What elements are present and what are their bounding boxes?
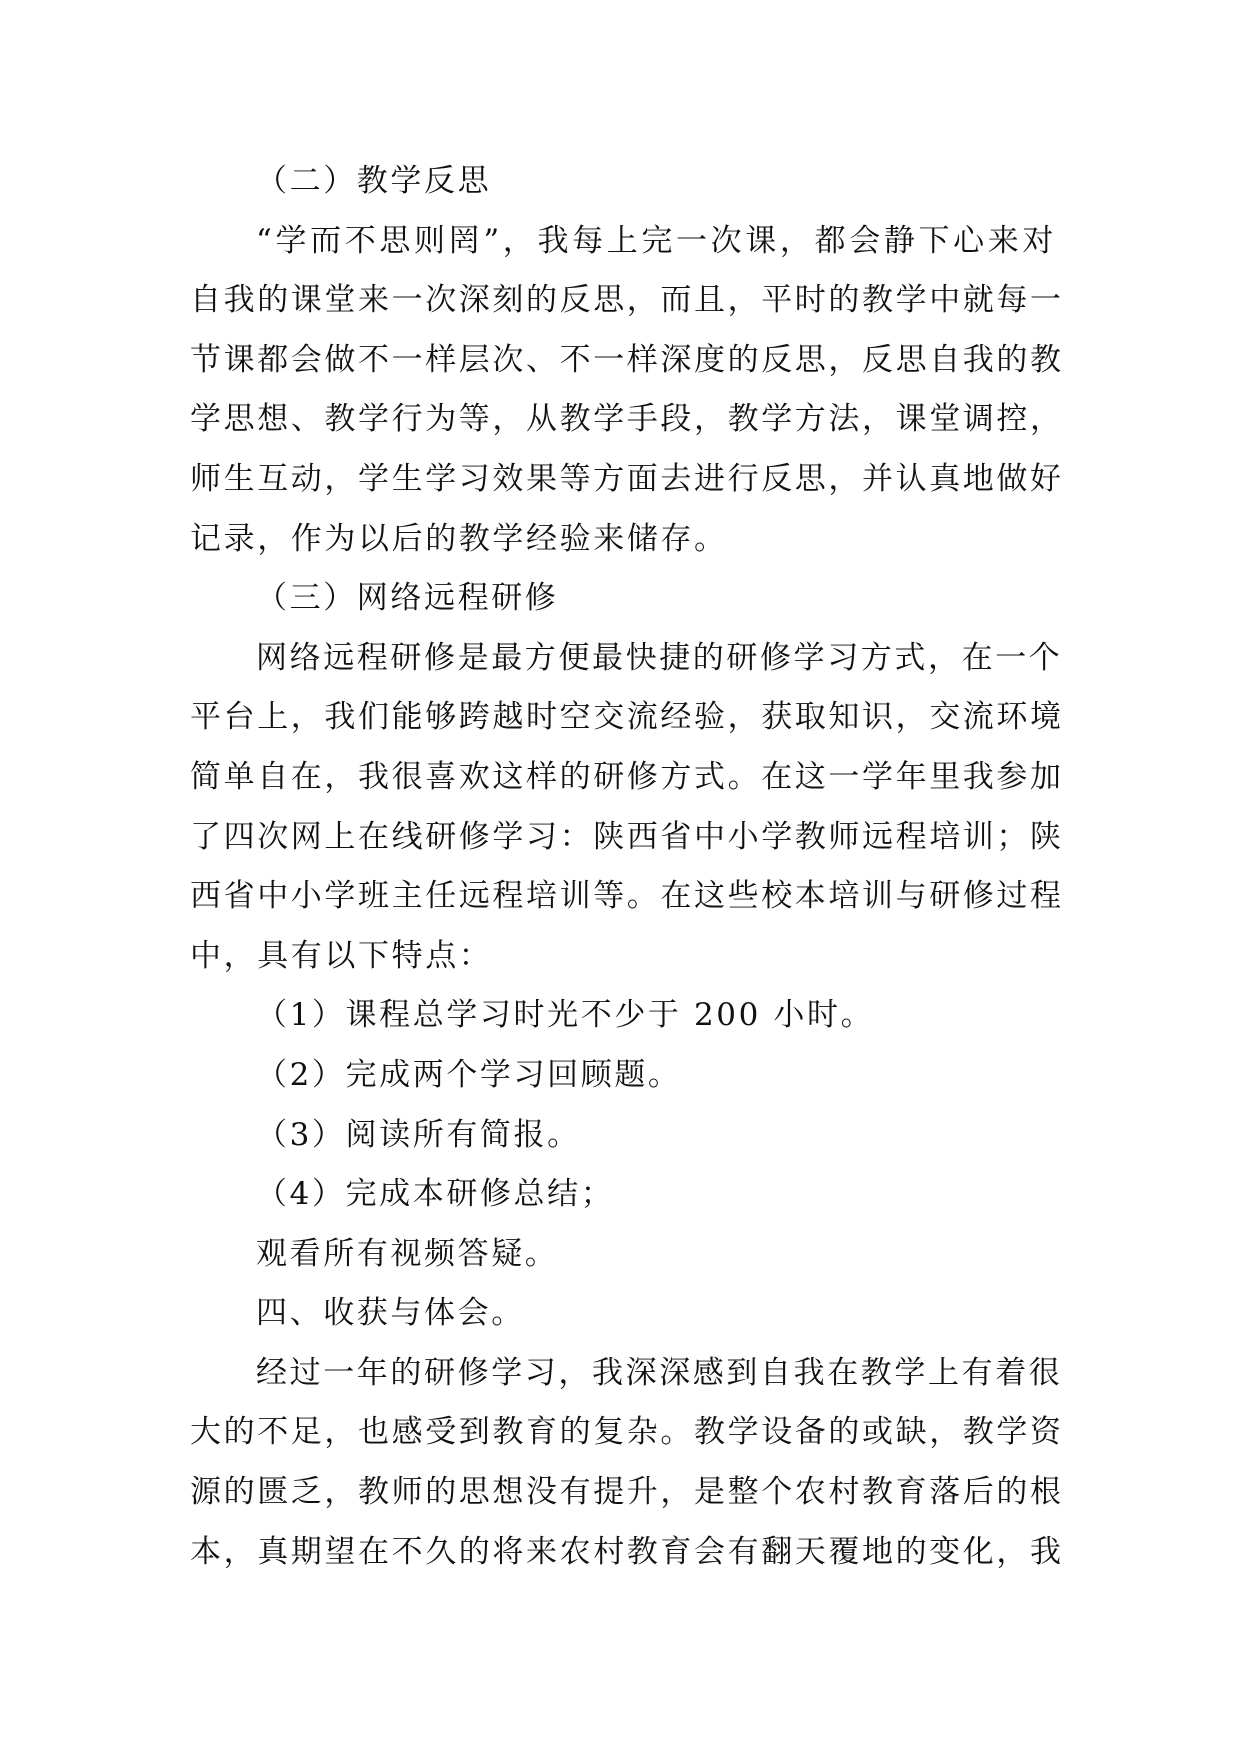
list-item: （4）完成本研修总结； (256, 1176, 615, 1213)
section-heading-reflection: （二）教学反思 (256, 163, 492, 199)
paragraph-line: 中，具有以下特点： (190, 937, 493, 974)
list-item: （1）课程总学习时光不少于 200 小时。 (256, 997, 875, 1034)
section-heading-remote-training: （三）网络远程研修 (256, 580, 559, 617)
paragraph-line: 本，真期望在不久的将来农村教育会有翻天覆地的变化，我 (190, 1533, 1064, 1570)
paragraph-line: 节课都会做不一样层次、不一样深度的反思，反思自我的教 (190, 341, 1064, 378)
paragraph-line: 源的匮乏，教师的思想没有提升，是整个农村教育落后的根 (190, 1474, 1064, 1511)
paragraph-line: 经过一年的研修学习，我深深感到自我在教学上有着很 (256, 1354, 1063, 1391)
paragraph-line: “学而不思则罔”，我每上完一次课，都会静下心来对 (256, 222, 1056, 259)
paragraph-line: 了四次网上在线研修学习：陕西省中小学教师远程培训；陕 (190, 818, 1064, 855)
paragraph-line: 简单自在，我很喜欢这样的研修方式。在这一学年里我参加 (190, 758, 1064, 795)
paragraph-line: 师生互动，学生学习效果等方面去进行反思，并认真地做好 (190, 460, 1064, 497)
paragraph-line: 平台上，我们能够跨越时空交流经验，获取知识，交流环境 (190, 699, 1064, 736)
paragraph-line: 大的不足，也感受到教育的复杂。教学设备的或缺，教学资 (190, 1414, 1064, 1451)
section-heading-gains: 四、收获与体会。 (256, 1295, 525, 1332)
paragraph-line: 记录，作为以后的教学经验来储存。 (190, 520, 728, 557)
paragraph-line: 西省中小学班主任远程培训等。在这些校本培训与研修过程 (190, 878, 1064, 915)
list-item: 观看所有视频答疑。 (256, 1235, 559, 1272)
paragraph-line: 自我的课堂来一次深刻的反思，而且，平时的教学中就每一 (190, 282, 1064, 319)
list-item: （2）完成两个学习回顾题。 (256, 1056, 682, 1093)
document-body (190, 152, 1064, 1582)
paragraph-line: 网络远程研修是最方便最快捷的研修学习方式，在一个 (256, 639, 1063, 676)
paragraph-line: 学思想、教学行为等，从教学手段，教学方法，课堂调控， (190, 401, 1064, 438)
list-item: （3）阅读所有简报。 (256, 1116, 581, 1153)
